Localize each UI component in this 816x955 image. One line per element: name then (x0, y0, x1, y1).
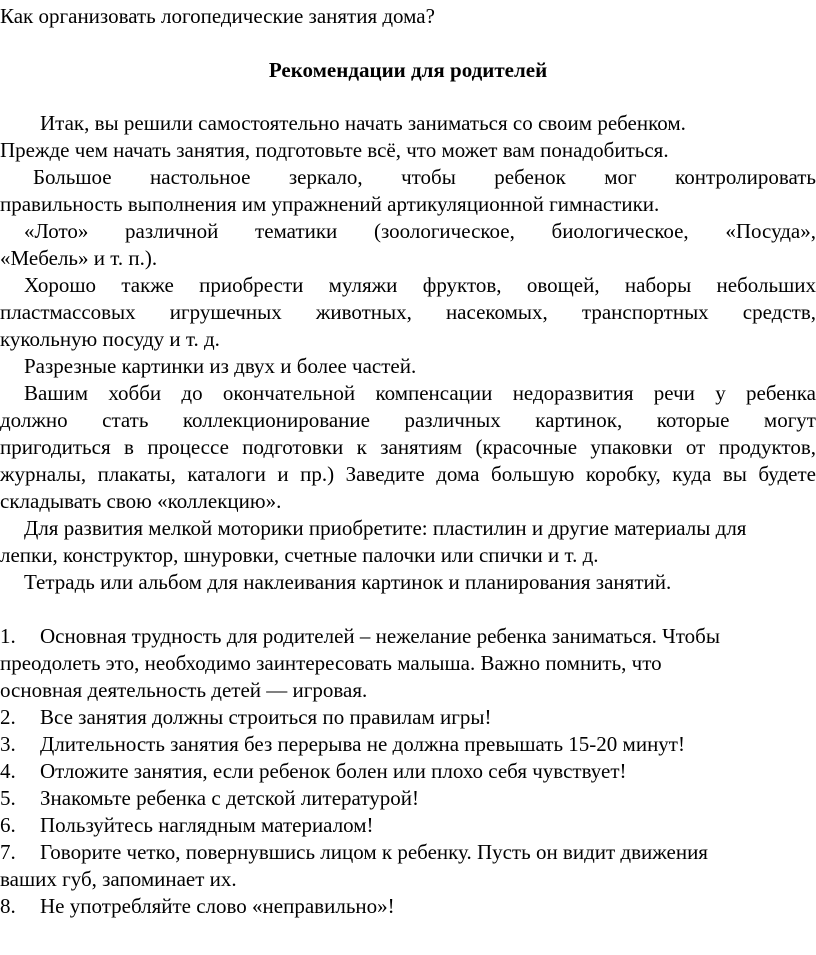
paragraph-line: Разрезные картинки из двух и более частей. (24, 354, 417, 378)
paragraph-line: Большое настольное зеркало, чтобы ребенок мог контролировать (33, 165, 816, 189)
list-item (0, 812, 816, 839)
list-item-text: ваших губ, запоминает их. (0, 867, 237, 891)
list-item-number: 6. (0, 813, 16, 837)
paragraph-line: Хорошо также приобрести муляжи фруктов, овощей, наборы небольших (24, 273, 816, 297)
list-item-number: 5. (0, 786, 16, 810)
list-item-number: 8. (0, 894, 16, 918)
paragraph-line: журналы, плакаты, каталоги и пр.) Заведите дома большую коробку, куда вы будете (0, 462, 816, 486)
list-item-number: 4. (0, 759, 16, 783)
paragraph-line: кукольную посуду и т. д. (0, 327, 220, 351)
list-item (0, 623, 816, 650)
list-item-text: Основная трудность для родителей – нежелание ребенка заниматься. Чтобы (40, 624, 720, 648)
list-item-text: Не употребляйте слово «неправильно»! (40, 894, 395, 918)
list-item-number: 3. (0, 732, 16, 756)
list-item (0, 704, 816, 731)
paragraph-line: «Мебель» и т. п.). (0, 246, 158, 270)
paragraph-line: Тетрадь или альбом для наклеивания картинок и планирования занятий. (24, 570, 672, 594)
list-item-text: Отложите занятия, если ребенок болен или плохо себя чувствует! (40, 759, 627, 783)
paragraph-line: пригодиться в процессе подготовки к занятиям (красочные упаковки от продуктов, (0, 435, 816, 459)
paragraph-line: лепки, конструктор, шнуровки, счетные палочки или спички и т. д. (0, 543, 599, 567)
list-item-text: Пользуйтесь наглядным материалом! (40, 813, 374, 837)
list-item-text: Знакомьте ребенка с детской литературой! (40, 786, 419, 810)
paragraph-line: Прежде чем начать занятия, подготовьте всё, что может вам понадобиться. (0, 138, 669, 162)
paragraph-line: складывать свою «коллекцию». (0, 489, 282, 513)
document-header: Как организовать логопедические занятия дома? (0, 4, 435, 28)
list-item-number: 7. (0, 840, 16, 864)
list-item (0, 758, 816, 785)
list-item (0, 731, 816, 758)
paragraph-line: Итак, вы решили самостоятельно начать заниматься со своим ребенком. (40, 111, 686, 135)
list-item (0, 839, 816, 866)
paragraph-line: Вашим хобби до окончательной компенсации недоразвития речи у ребенка (24, 381, 816, 405)
paragraph-line: пластмассовых игрушечных животных, насекомых, транспортных средств, (0, 300, 816, 324)
paragraph-line: Для развития мелкой моторики приобретите: пластилин и другие материалы для (24, 516, 747, 540)
list-item-number: 2. (0, 705, 16, 729)
list-item-text: Длительность занятия без перерыва не должна превышать 15-20 минут! (40, 732, 685, 756)
list-item-text: основная деятельность детей — игровая. (0, 678, 368, 702)
list-item-text: Все занятия должны строиться по правилам игры! (40, 705, 492, 729)
list-item-number: 1. (0, 624, 16, 648)
paragraph-line: должно стать коллекционирование различных картинок, которые могут (0, 408, 816, 432)
paragraph-line: правильность выполнения им упражнений артикуляционной гимнастики. (0, 192, 660, 216)
list-item (0, 785, 816, 812)
paragraph-line: «Лото» различной тематики (зоологическое, биологическое, «Посуда», (24, 219, 816, 243)
list-item-text: преодолеть это, необходимо заинтересовать малыша. Важно помнить, что (0, 651, 662, 675)
list-item-text: Говорите четко, повернувшись лицом к ребенку. Пусть он видит движения (40, 840, 708, 864)
list-item (0, 893, 816, 920)
document-title: Рекомендации для родителей (268, 58, 548, 82)
